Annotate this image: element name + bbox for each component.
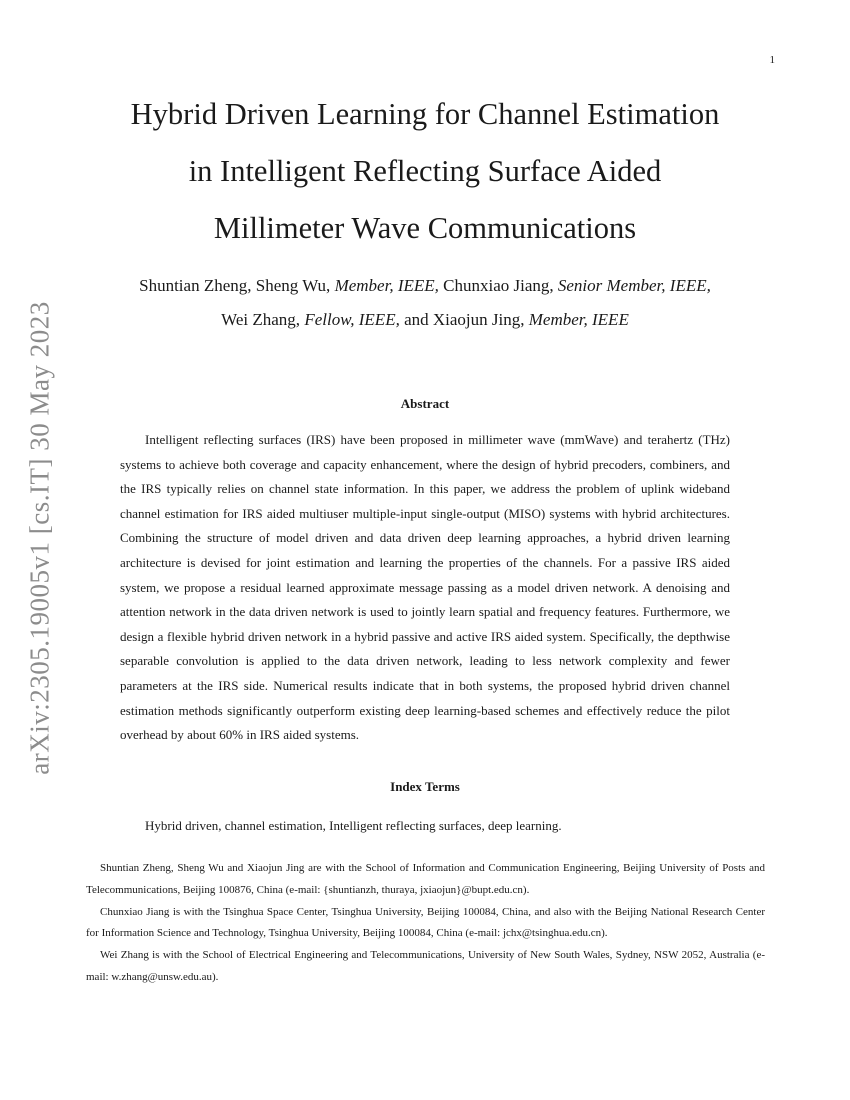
author-role: Fellow, IEEE, — [304, 310, 400, 329]
title-line: Hybrid Driven Learning for Channel Estimation — [130, 97, 720, 131]
author-role: Member, IEEE, — [334, 276, 439, 295]
affiliation-footnotes — [86, 858, 765, 989]
footnote: Wei Zhang is with the School of Electrical Engineering and Telecommunications, University of New South Wales, Sydney, NSW 2052, Australia (e-mail: w.zhang@unsw.edu.au). — [86, 949, 765, 983]
author-role: Senior Member, IEEE, — [557, 276, 711, 295]
author-line — [60, 269, 790, 303]
footnote: Chunxiao Jiang is with the Tsinghua Space Center, Tsinghua University, Beijing 100084, China, and also with the Beijing National Research Center for Information Science and Technology, Tsinghua University, Beijing 100084, China (e-mail: jchx@tsinghua.edu.cn). — [86, 905, 765, 940]
author-role: Member, IEEE — [528, 310, 629, 329]
abstract-heading: Abstract — [400, 396, 450, 411]
author-list — [60, 269, 790, 337]
footnote: Shuntian Zheng, Sheng Wu and Xiaojun Jing are with the School of Information and Communication Engineering, Beijing University of Posts and Telecommunications, Beijing 100876, China (e-mail: {shuntianzh, thuraya, jxiaojun}@bupt.edu.cn). — [86, 862, 765, 896]
arxiv-identifier: arXiv:2305.19005v1 [cs.IT] 30 May 2023 — [24, 301, 55, 775]
page-number: 1 — [769, 54, 775, 66]
abstract-text: Intelligent reflecting surfaces (IRS) have been proposed in millimeter wave (mmWave) and terahertz (THz) systems to achieve both coverage and capacity enhancement, where the design of hybrid precoders, combiners, and the IRS typically relies on channel state information. In this paper, we address the problem of uplink wideband channel estimation for IRS aided multiuser multiple-input single-output (MISO) systems with hybrid architectures. Combining the structure of model driven and data driven deep learning approaches, a hybrid driven learning architecture is devised for joint estimation and learning the properties of the channels. For a passive IRS aided system, we propose a residual learned approximate message passing as a model driven network. A denoising and attention network in the data driven network is used to jointly learn spatial and frequency features. Furthermore, we design a flexible hybrid driven network in a hybrid passive and active IRS aided system. Specifically, the depthwise separable convolution is applied to the data driven network, leading to less network complexity and fewer parameters at the IRS side. Numerical results indicate that in both systems, the proposed hybrid driven channel estimation methods significantly outperform existing deep learning-based schemes and effectively reduce the pilot overhead by about 60% in IRS aided systems. — [120, 432, 730, 743]
author-line — [60, 303, 790, 337]
paper-title — [60, 86, 790, 257]
author-names: Chunxiao Jiang, — [438, 276, 558, 295]
index-terms-heading: Index Terms — [390, 779, 460, 794]
title-line: Millimeter Wave Communications — [213, 211, 637, 245]
author-names: Wei Zhang, — [221, 310, 305, 329]
author-names: Shuntian Zheng, Sheng Wu, — [139, 276, 335, 295]
author-names: and Xiaojun Jing, — [399, 310, 529, 329]
title-line: in Intelligent Reflecting Surface Aided — [188, 154, 662, 188]
index-terms-text: Hybrid driven, channel estimation, Intelligent reflecting surfaces, deep learning. — [145, 818, 562, 833]
